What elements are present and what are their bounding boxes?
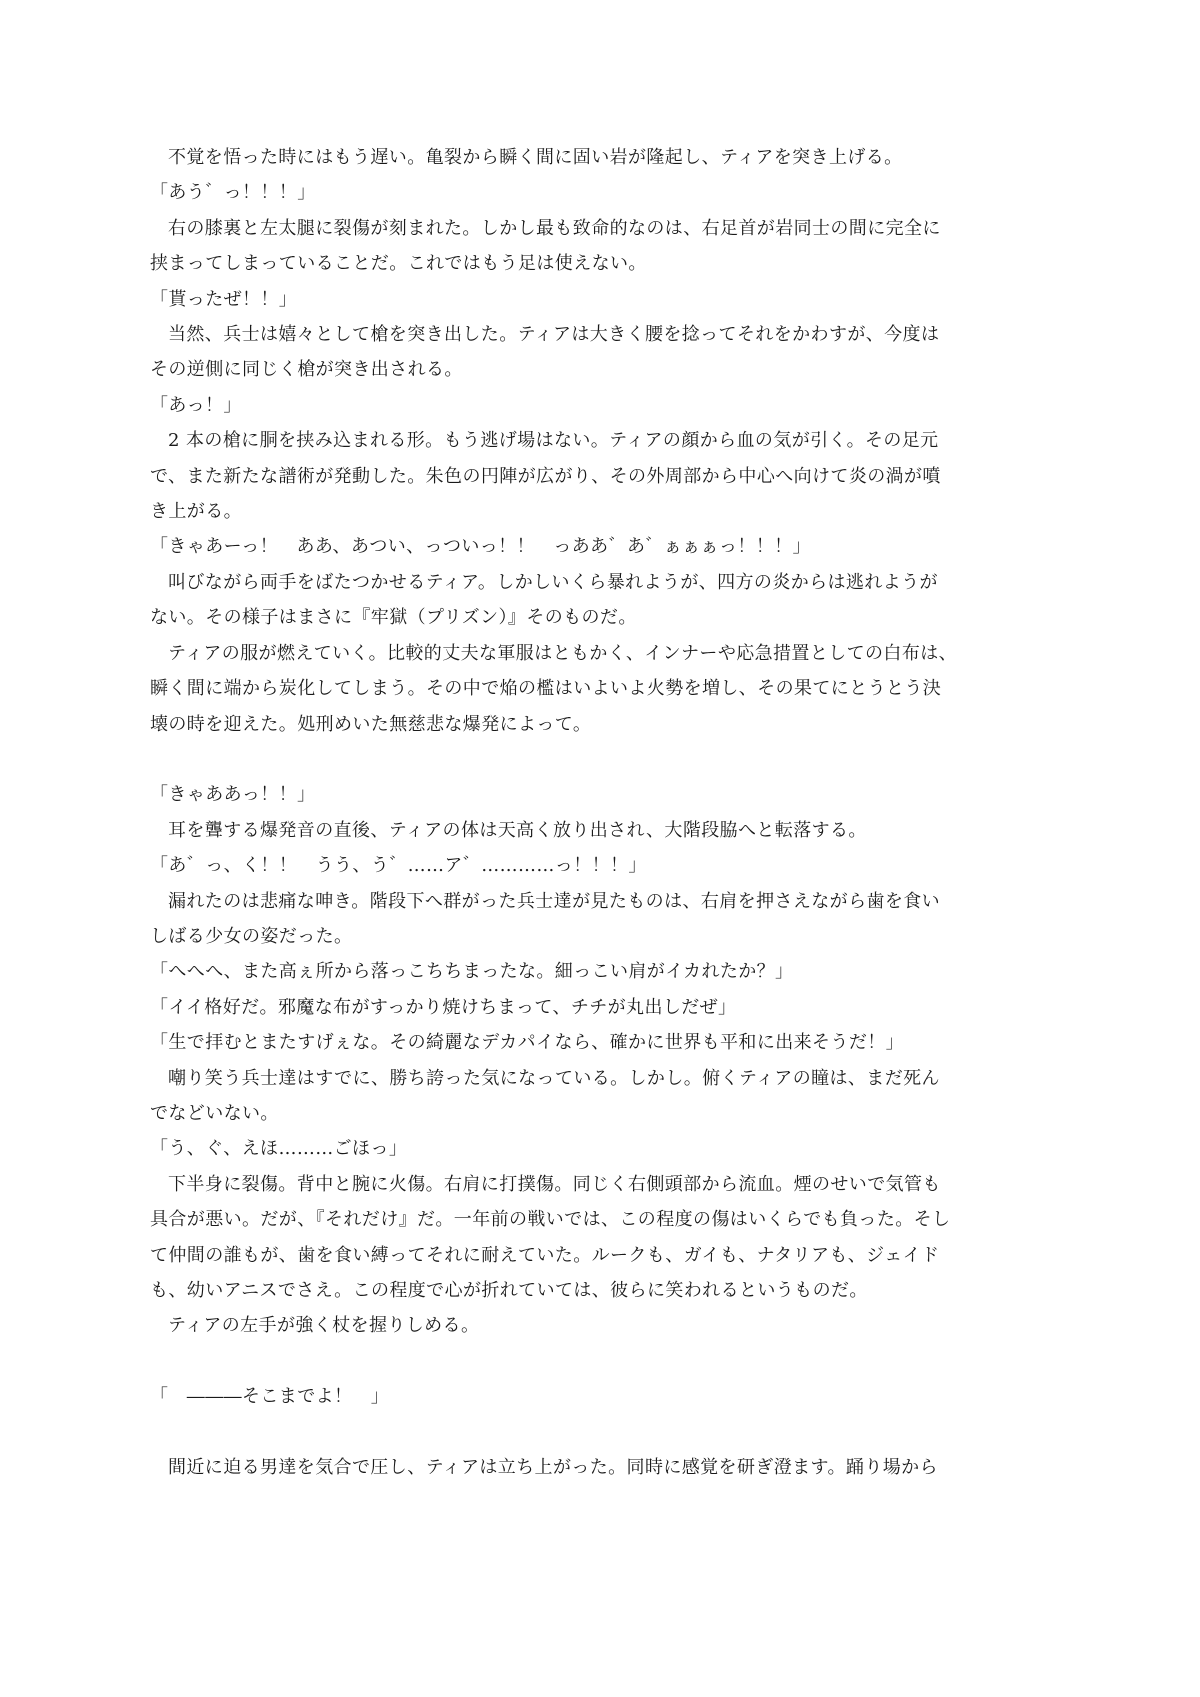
text-line: 「あう゛っ！！！」 — [150, 182, 316, 204]
document-page — [150, 140, 1070, 1485]
text-line: 間近に迫る男達を気合で圧し、ティアは立ち上がった。同時に感覚を研ぎ澄ます。踊り場から — [168, 1456, 938, 1478]
text-line: 下半身に裂傷。背中と腕に火傷。右肩に打撲傷。同じく右側頭部から流血。煙のせいで気管も — [168, 1173, 941, 1195]
text-line: き上がる。 — [150, 501, 242, 523]
text-line: 壊の時を迎えた。処刑めいた無慈悲な爆発によって。 — [150, 713, 592, 735]
text-line: で、また新たな譜術が発動した。朱色の円陣が広がり、その外周部から中心へ向けて炎の渦が噴 — [150, 465, 941, 487]
text-line: 「あっ！」 — [150, 394, 242, 416]
text-line: て仲間の誰もが、歯を食い縛ってそれに耐えていた。ルークも、ガイも、ナタリアも、ジェイド — [150, 1244, 940, 1266]
blank-line — [150, 742, 1070, 777]
text-line: 「う、ぐ、えほ………ごほっ」 — [150, 1138, 408, 1160]
text-line: 「きゃあーっ！ ああ、あつい、っついっ！！ っああ゛あ゛ぁぁぁっ！！！」 — [150, 536, 811, 558]
text-line: ティアの服が燃えていく。比較的丈夫な軍服はともかく、インナーや応急措置としての白布は、 — [168, 642, 958, 664]
text-line: も、幼いアニスでさえ。この程度で心が折れていては、彼らに笑われるというものだ。 — [150, 1279, 868, 1301]
text-line: ない。その様子はまさに『牢獄（プリズン）』そのものだ。 — [150, 607, 637, 629]
blank-line — [150, 1415, 1070, 1450]
text-line: 「貰ったぜ！！」 — [150, 288, 298, 310]
text-line: 「きゃああっ！！」 — [150, 784, 316, 806]
text-line: 不覚を悟った時にはもう遅い。亀裂から瞬く間に固い岩が隆起し、ティアを突き上げる。 — [168, 147, 903, 168]
text-line: 「イイ格好だ。邪魔な布がすっかり焼けちまって、チチが丸出しだぜ」 — [150, 996, 737, 1018]
blank-line — [150, 1344, 1070, 1379]
text-line: しばる少女の姿だった。 — [150, 925, 353, 947]
text-line: 耳を聾する爆発音の直後、ティアの体は天高く放り出され、大階段脇へと転落する。 — [168, 819, 867, 841]
text-line: でなどいない。 — [150, 1102, 279, 1124]
text-line: 「へへへ、また高ぇ所から落っこちちまったな。細っこい肩がイカれたか？」 — [150, 961, 794, 983]
text-line: 「生で拝むとまたすげぇな。その綺麗なデカパイなら、確かに世界も平和に出来そうだ！」 — [150, 1032, 905, 1054]
text-line: 嘲り笑う兵士達はすでに、勝ち誇った気になっている。しかし。俯くティアの瞳は、まだ死ん — [168, 1067, 940, 1089]
text-line: 挟まってしまっていることだ。これではもう足は使えない。 — [150, 253, 647, 275]
text-line: 具合が悪い。だが、『それだけ』だ。一年前の戦いでは、この程度の傷はいくらでも負った。そし — [150, 1209, 951, 1231]
text-line: 右の膝裏と左太腿に裂傷が刻まれた。しかし最も致命的なのは、右足首が岩同士の間に完全に — [168, 217, 941, 239]
text-line: 瞬く間に端から炭化してしまう。その中で焔の檻はいよいよ火勢を増し、その果てにとうとう決 — [150, 678, 942, 700]
text-line: 当然、兵士は嬉々として槍を突き出した。ティアは大きく腰を捻ってそれをかわすが、今度は — [168, 324, 940, 346]
text-line: その逆側に同じく槍が突き出される。 — [150, 359, 463, 381]
text-line: 2 本の槍に胴を挟み込まれる形。もう逃げ場はない。ティアの顔から血の気が引く。その足元 — [168, 430, 939, 452]
text-line: 「 ―――そこまでよ！ 」 — [150, 1386, 390, 1408]
text-line: 叫びながら両手をばたつかせるティア。しかしいくら暴れようが、四方の炎からは逃れようが — [168, 571, 938, 593]
text-line: ティアの左手が強く杖を握りしめる。 — [168, 1315, 480, 1337]
text-line: 「あ゛っ、く！！ うう、う゛……ア゛…………っ！！！」 — [150, 855, 647, 877]
text-line: 漏れたのは悲痛な呻き。階段下へ群がった兵士達が見たものは、右肩を押さえながら歯を食い — [168, 890, 941, 912]
